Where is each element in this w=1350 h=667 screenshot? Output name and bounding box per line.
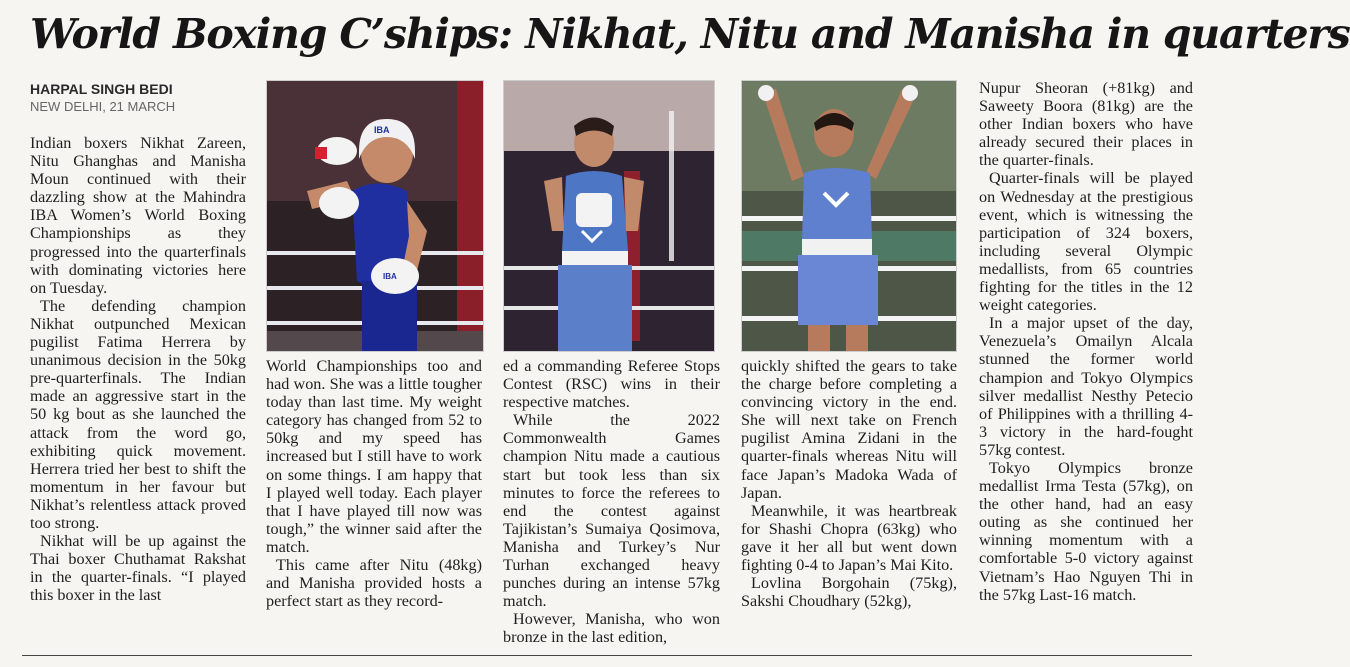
headguard-logo: IBA <box>374 125 390 135</box>
boxer-with-headguard-photo-icon <box>267 81 483 351</box>
photo-boxer-celebrating <box>741 80 957 352</box>
article-column-4 <box>741 357 957 610</box>
headline: World Boxing C’ships: Nikhat, Nitu and Manisha in quarters <box>30 10 1350 58</box>
paragraph: While the 2022 Commonwealth Games champion Nitu made a cautious start but took less than six minutes to force the referees to end the contest against Tajikistan’s Sumaiya Qosimova, Manisha and Turkey’s Nur Turhan exchanged heavy punches during an intense 57kg match. <box>503 411 720 611</box>
paragraph: The defending champion Nikhat outpunched Mexican pugilist Fatima Herrera by unanimous decision in the 50kg pre-quarterfinals. The Indian made an aggressive start in the 50 kg bout as she launched the attack from the word go, exhibiting quick movement. Herrera tried her best to shift the momentum in her favour but Nikhat’s relentless attack proved too strong. <box>30 296 246 532</box>
paragraph: Meanwhile, it was heartbreak for Shashi Chopra (63kg) who gave it her all but went down fighting 0-4 to Japan’s Mai Kito. <box>741 501 957 575</box>
paragraph: This came after Nitu (48kg) and Manisha provided hosts a perfect start as they record- <box>266 556 482 611</box>
paragraph: Nupur Sheoran (+81kg) and Saweety Boora (81kg) are the other Indian boxers who have already secured their places in the quarter-finals. <box>979 79 1193 170</box>
photo-nikhat-in-ring <box>266 80 484 352</box>
paragraph: However, Manisha, who won bronze in the last edition, <box>503 610 720 647</box>
boxer-celebrating-photo-icon <box>742 81 956 351</box>
paragraph: Indian boxers Nikhat Zareen, Nitu Ghanghas and Manisha Moun continued with their dazzling show at the Mahindra IBA Women’s World Boxing Championships as they progressed into the quarterfinals with dominating victories here on Tuesday. <box>30 134 246 297</box>
article-column-5 <box>979 79 1193 604</box>
paragraph: Quarter-finals will be played on Wednesday at the prestigious event, which is witnessing the participation of 324 boxers, including several Olympic medallists, from 65 countries fighting for the titles in the 12 weight categories. <box>979 169 1193 315</box>
bottom-rule <box>22 655 1192 656</box>
paragraph: Lovlina Borgohain (75kg), Sakshi Choudhary (52kg), <box>741 574 957 611</box>
paragraph: Nikhat will be up against the Thai boxer Chuthamat Rakshat in the quarter-finals. “I played this boxer in the last <box>30 532 246 605</box>
article-column-2 <box>266 357 482 610</box>
article-column-1 <box>30 134 246 604</box>
paragraph: World Championships too and had won. She was a little tougher today than last time. My weight category has changed from 52 to 50kg and my speed has increased but I still have to work on some things. I am happy that I played well today. Each player that I have played till now was tough,” the winner said after the match. <box>266 357 482 556</box>
paragraph: quickly shifted the gears to take the charge before completing a convincing victory in the end. She will next take on French pugilist Amina Zidani in the quarter-finals whereas Nitu will face Japan’s Madoka Wada of Japan. <box>741 357 957 502</box>
paragraph: Tokyo Olympics bronze medallist Irma Testa (57kg), on the other hand, had an easy outing as she continued her winning momentum with a comfortable 5-0 victory against Vietnam’s Hao Nguyen Thi in the 57kg Last-16 match. <box>979 458 1193 604</box>
article-column-3 <box>503 357 720 647</box>
glove-logo: IBA <box>383 272 397 281</box>
paragraph: In a major upset of the day, Venezuela’s Omailyn Alcala stunned the former world champion and Tokyo Olympics silver medallist Nesthy Petecio of Philippines with a thrilling 4-3 victory in the hard-fought 57kg contest. <box>979 314 1193 459</box>
byline: HARPAL SINGH BEDI <box>30 81 173 97</box>
dateline: NEW DELHI, 21 MARCH <box>30 99 176 114</box>
photo-boxer-in-blue <box>503 80 715 352</box>
boxer-in-blue-kit-photo-icon <box>504 81 714 351</box>
paragraph: ed a commanding Referee Stops Contest (RSC) wins in their respective matches. <box>503 357 720 412</box>
